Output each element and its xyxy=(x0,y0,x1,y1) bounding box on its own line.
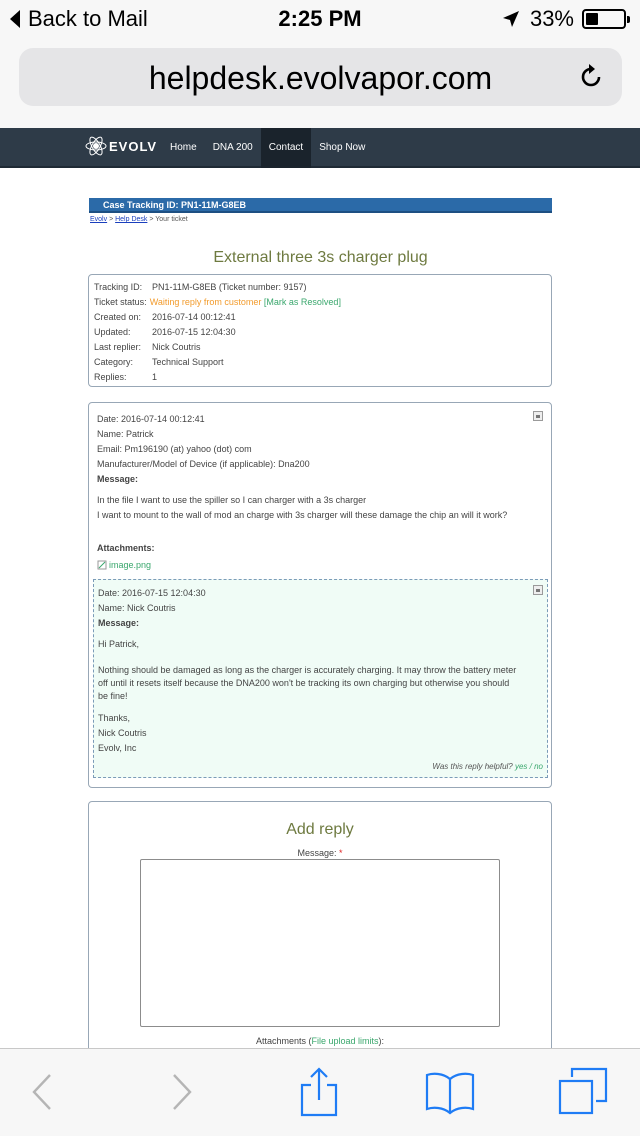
attachments-field-label xyxy=(89,1036,551,1046)
created-value: 2016-07-14 00:12:41 xyxy=(152,312,236,322)
tabs-icon[interactable] xyxy=(558,1067,608,1117)
site-nav xyxy=(0,128,640,168)
info-row-status xyxy=(94,296,546,311)
created-label: Created on: xyxy=(94,312,142,322)
reload-icon[interactable] xyxy=(576,62,606,92)
breadcrumb-current: Your ticket xyxy=(155,216,188,223)
status-bar xyxy=(0,0,640,40)
location-arrow-icon xyxy=(502,10,520,28)
info-row-category xyxy=(94,356,546,371)
reply-content xyxy=(98,587,544,757)
resolve-bracket-close: ] xyxy=(338,297,341,307)
file-upload-limits-link[interactable]: File upload limits xyxy=(311,1036,379,1046)
info-row-created xyxy=(94,311,546,326)
nav-menu xyxy=(162,128,373,168)
address-bar[interactable] xyxy=(19,48,622,106)
attachments-label: Attachments: xyxy=(97,543,155,553)
breadcrumb-sep: > xyxy=(147,216,156,223)
helpful-no-link[interactable]: no xyxy=(534,762,543,771)
message-label: Message: xyxy=(97,474,139,484)
reply-body-line: be fine! xyxy=(98,691,128,701)
updated-label: Updated: xyxy=(94,327,131,337)
reply-signoff: Thanks, xyxy=(98,713,131,723)
nav-contact[interactable]: Contact xyxy=(261,128,311,168)
forward-icon[interactable] xyxy=(156,1067,206,1117)
add-reply-form xyxy=(88,801,552,1061)
bookmarks-icon[interactable] xyxy=(425,1067,475,1117)
message-field-label xyxy=(89,848,551,858)
breadcrumb-evolv[interactable]: Evolv xyxy=(90,216,108,223)
nav-dna200[interactable]: DNA 200 xyxy=(212,142,253,153)
message-body-line: I want to mount to the wall of mod an charge with 3s charger will these damage the chip an will it work? xyxy=(97,510,508,520)
nav-home[interactable]: Home xyxy=(170,142,197,153)
spacer xyxy=(97,524,543,542)
info-row-last-replier xyxy=(94,341,546,356)
message-email: Email: Pm196190 (at) yahoo (dot) com xyxy=(97,444,252,454)
reply-sig-company: Evolv, Inc xyxy=(98,743,137,753)
status-indicators xyxy=(502,6,626,32)
helpful-question: Was this reply helpful? xyxy=(432,762,515,771)
breadcrumb xyxy=(90,216,188,223)
replies-value: 1 xyxy=(152,372,158,382)
tracking-id-label: Tracking ID: xyxy=(94,282,143,292)
nav-shop-now[interactable]: Shop Now xyxy=(319,142,366,153)
breadcrumb-sep: > xyxy=(107,216,116,223)
helpful-prompt xyxy=(432,762,543,771)
reply-message-label: Message: xyxy=(98,618,140,628)
mark-as-resolved-link[interactable]: Mark as Resolved xyxy=(266,297,339,307)
status-label: Ticket status: xyxy=(94,297,147,307)
reply-body-line: Nothing should be damaged as long as the charger is accurately charging. It may throw the battery meter xyxy=(98,665,517,675)
browser-toolbar xyxy=(0,1048,640,1136)
replies-label: Replies: xyxy=(94,372,127,382)
evolv-logo[interactable] xyxy=(85,135,157,157)
attachments-label-close: ): xyxy=(378,1036,385,1046)
breadcrumb-help-desk[interactable]: Help Desk xyxy=(115,216,148,223)
reply-greeting: Hi Patrick, xyxy=(98,639,140,649)
message-date: Date: 2016-07-14 00:12:41 xyxy=(97,414,205,424)
info-row-replies xyxy=(94,371,546,386)
evolv-atom-icon xyxy=(85,135,107,157)
url-text[interactable]: helpdesk.evolvapor.com xyxy=(148,60,493,96)
reply-body-line: off until it resets itself because the DNA200 won't be tracking its own charging but otherwise you should xyxy=(98,678,510,688)
required-mark: * xyxy=(339,848,343,858)
case-tracking-bar: Case Tracking ID: PN1-11M-G8EB xyxy=(89,198,552,213)
last-replier-label: Last replier: xyxy=(94,342,142,352)
message-name: Name: Patrick xyxy=(97,429,154,439)
add-reply-title: Add reply xyxy=(286,821,354,838)
attachment-item xyxy=(97,557,543,572)
resolve-bracket-open: [ xyxy=(261,297,267,307)
back-icon[interactable] xyxy=(18,1067,68,1117)
spacer xyxy=(98,703,544,712)
message-device: Manufacturer/Model of Device (if applicable): Dna200 xyxy=(97,459,310,469)
attachments-label-text: Attachments ( xyxy=(255,1036,312,1046)
ticket-info-box xyxy=(88,274,552,387)
browser-address-area xyxy=(0,40,640,128)
attachment-file-icon xyxy=(97,560,107,570)
spacer xyxy=(98,653,544,664)
battery-fill xyxy=(586,13,598,25)
category-value: Technical Support xyxy=(152,357,224,367)
tracking-id-value: PN1-11M-G8EB (Ticket number: 9157) xyxy=(152,282,307,292)
battery-percent: 33% xyxy=(529,6,574,31)
reply-name: Name: Nick Coutris xyxy=(98,603,176,613)
info-row-updated xyxy=(94,326,546,341)
category-label: Category: xyxy=(94,357,134,367)
updated-value: 2016-07-15 12:04:30 xyxy=(152,327,236,337)
helpful-slash: / xyxy=(527,762,535,771)
reply-date: Date: 2016-07-15 12:04:30 xyxy=(98,588,206,598)
reply-message-textarea[interactable] xyxy=(140,859,500,1027)
message-thread xyxy=(88,402,552,788)
reply-sig-name: Nick Coutris xyxy=(98,728,147,738)
helpful-yes-link[interactable]: yes xyxy=(514,762,528,771)
status-value: Waiting reply from customer xyxy=(149,297,262,307)
back-to-mail-label: Back to Mail xyxy=(28,6,148,31)
logo-text: EVOLV xyxy=(109,138,158,154)
battery-icon xyxy=(582,9,626,29)
staff-reply xyxy=(93,579,548,778)
share-icon[interactable] xyxy=(294,1067,344,1117)
message-field-label-text: Message: xyxy=(297,848,339,858)
last-replier-value: Nick Coutris xyxy=(152,342,201,352)
ticket-title: External three 3s charger plug xyxy=(213,249,428,266)
clock: 2:25 PM xyxy=(278,6,362,31)
info-row-tracking xyxy=(94,281,546,296)
message-body-line: In the file I want to use the spiller so I can charger with a 3s charger xyxy=(97,495,367,505)
customer-message xyxy=(97,413,543,572)
attachment-link[interactable]: image.png xyxy=(109,559,152,570)
